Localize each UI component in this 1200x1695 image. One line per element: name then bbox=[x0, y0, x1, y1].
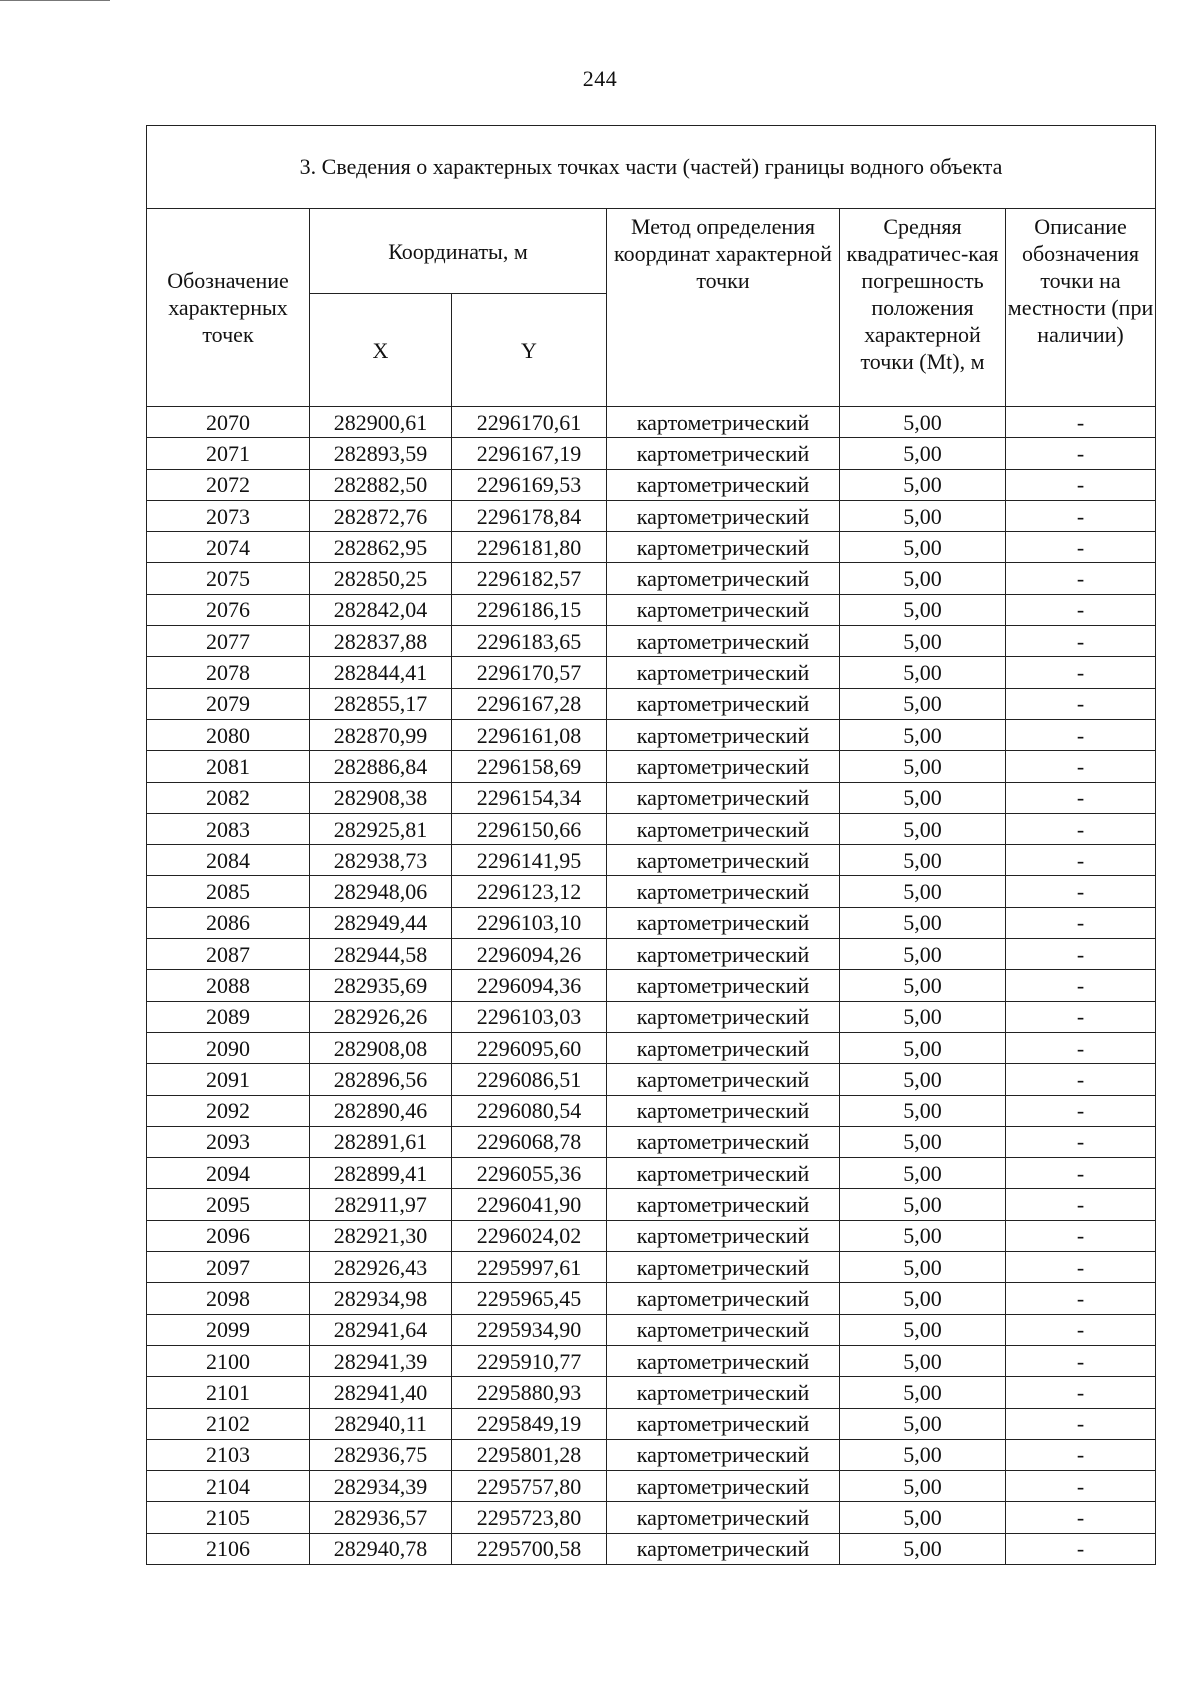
coord-x-cell: 282948,06 bbox=[310, 876, 452, 907]
method-cell: картометрический bbox=[607, 876, 840, 907]
description-cell: - bbox=[1006, 1314, 1156, 1345]
point-id-cell: 2104 bbox=[147, 1471, 310, 1502]
coord-y-cell: 2296186,15 bbox=[452, 594, 607, 625]
description-cell: - bbox=[1006, 813, 1156, 844]
error-cell: 5,00 bbox=[840, 1032, 1006, 1063]
description-cell: - bbox=[1006, 1439, 1156, 1470]
coord-x-cell: 282872,76 bbox=[310, 500, 452, 531]
header-method: Метод определения координат характерной точки bbox=[607, 209, 840, 407]
coord-x-cell: 282855,17 bbox=[310, 688, 452, 719]
coord-x-cell: 282940,78 bbox=[310, 1533, 452, 1564]
point-id-cell: 2080 bbox=[147, 719, 310, 750]
error-cell: 5,00 bbox=[840, 1189, 1006, 1220]
error-cell: 5,00 bbox=[840, 563, 1006, 594]
method-cell: картометрический bbox=[607, 1126, 840, 1157]
coord-x-cell: 282886,84 bbox=[310, 751, 452, 782]
coord-x-cell: 282941,64 bbox=[310, 1314, 452, 1345]
method-cell: картометрический bbox=[607, 1439, 840, 1470]
point-id-cell: 2094 bbox=[147, 1158, 310, 1189]
error-cell: 5,00 bbox=[840, 1158, 1006, 1189]
coord-y-cell: 2295965,45 bbox=[452, 1283, 607, 1314]
error-cell: 5,00 bbox=[840, 751, 1006, 782]
description-cell: - bbox=[1006, 876, 1156, 907]
error-cell: 5,00 bbox=[840, 907, 1006, 938]
point-id-cell: 2087 bbox=[147, 939, 310, 970]
coord-y-cell: 2295700,58 bbox=[452, 1533, 607, 1564]
point-id-cell: 2100 bbox=[147, 1345, 310, 1376]
error-cell: 5,00 bbox=[840, 1471, 1006, 1502]
description-cell: - bbox=[1006, 1252, 1156, 1283]
table-row bbox=[147, 907, 1156, 938]
table-row bbox=[147, 407, 1156, 438]
method-cell: картометрический bbox=[607, 626, 840, 657]
method-cell: картометрический bbox=[607, 500, 840, 531]
coord-x-cell: 282944,58 bbox=[310, 939, 452, 970]
point-id-cell: 2078 bbox=[147, 657, 310, 688]
description-cell: - bbox=[1006, 626, 1156, 657]
coord-y-cell: 2296182,57 bbox=[452, 563, 607, 594]
method-cell: картометрический bbox=[607, 657, 840, 688]
table-row bbox=[147, 1064, 1156, 1095]
description-cell: - bbox=[1006, 970, 1156, 1001]
method-cell: картометрический bbox=[607, 970, 840, 1001]
description-cell: - bbox=[1006, 688, 1156, 719]
coord-y-cell: 2296154,34 bbox=[452, 782, 607, 813]
error-cell: 5,00 bbox=[840, 1252, 1006, 1283]
method-cell: картометрический bbox=[607, 813, 840, 844]
point-id-cell: 2077 bbox=[147, 626, 310, 657]
description-cell: - bbox=[1006, 1220, 1156, 1251]
error-cell: 5,00 bbox=[840, 1314, 1006, 1345]
coord-x-cell: 282926,26 bbox=[310, 1001, 452, 1032]
description-cell: - bbox=[1006, 500, 1156, 531]
coord-y-cell: 2296170,61 bbox=[452, 407, 607, 438]
table-row bbox=[147, 1189, 1156, 1220]
table-row bbox=[147, 532, 1156, 563]
error-cell: 5,00 bbox=[840, 1126, 1006, 1157]
point-id-cell: 2102 bbox=[147, 1408, 310, 1439]
coord-x-cell: 282949,44 bbox=[310, 907, 452, 938]
method-cell: картометрический bbox=[607, 1283, 840, 1314]
coord-x-cell: 282882,50 bbox=[310, 469, 452, 500]
description-cell: - bbox=[1006, 1345, 1156, 1376]
table-row bbox=[147, 469, 1156, 500]
table-row bbox=[147, 1345, 1156, 1376]
point-id-cell: 2086 bbox=[147, 907, 310, 938]
description-cell: - bbox=[1006, 1095, 1156, 1126]
table-row bbox=[147, 626, 1156, 657]
point-id-cell: 2099 bbox=[147, 1314, 310, 1345]
point-id-cell: 2076 bbox=[147, 594, 310, 625]
method-cell: картометрический bbox=[607, 782, 840, 813]
table-row bbox=[147, 1471, 1156, 1502]
table-row bbox=[147, 1502, 1156, 1533]
table-row bbox=[147, 939, 1156, 970]
point-id-cell: 2083 bbox=[147, 813, 310, 844]
method-cell: картометрический bbox=[607, 1220, 840, 1251]
point-id-cell: 2072 bbox=[147, 469, 310, 500]
coord-y-cell: 2296024,02 bbox=[452, 1220, 607, 1251]
method-cell: картометрический bbox=[607, 751, 840, 782]
coord-x-cell: 282850,25 bbox=[310, 563, 452, 594]
table-row bbox=[147, 688, 1156, 719]
method-cell: картометрический bbox=[607, 1001, 840, 1032]
table-row bbox=[147, 782, 1156, 813]
error-cell: 5,00 bbox=[840, 1095, 1006, 1126]
table-row bbox=[147, 1095, 1156, 1126]
point-id-cell: 2070 bbox=[147, 407, 310, 438]
description-cell: - bbox=[1006, 907, 1156, 938]
error-cell: 5,00 bbox=[840, 1533, 1006, 1564]
table-row bbox=[147, 876, 1156, 907]
description-cell: - bbox=[1006, 1032, 1156, 1063]
method-cell: картометрический bbox=[607, 1408, 840, 1439]
error-cell: 5,00 bbox=[840, 688, 1006, 719]
description-cell: - bbox=[1006, 594, 1156, 625]
description-cell: - bbox=[1006, 1001, 1156, 1032]
coord-y-cell: 2295934,90 bbox=[452, 1314, 607, 1345]
method-cell: картометрический bbox=[607, 1533, 840, 1564]
method-cell: картометрический bbox=[607, 1032, 840, 1063]
method-cell: картометрический bbox=[607, 1252, 840, 1283]
point-id-cell: 2105 bbox=[147, 1502, 310, 1533]
point-id-cell: 2081 bbox=[147, 751, 310, 782]
error-cell: 5,00 bbox=[840, 407, 1006, 438]
coord-y-cell: 2296170,57 bbox=[452, 657, 607, 688]
point-id-cell: 2088 bbox=[147, 970, 310, 1001]
coord-x-cell: 282899,41 bbox=[310, 1158, 452, 1189]
point-id-cell: 2096 bbox=[147, 1220, 310, 1251]
description-cell: - bbox=[1006, 469, 1156, 500]
description-cell: - bbox=[1006, 1283, 1156, 1314]
coord-y-cell: 2295849,19 bbox=[452, 1408, 607, 1439]
table-row bbox=[147, 751, 1156, 782]
coord-x-cell: 282896,56 bbox=[310, 1064, 452, 1095]
header-x: X bbox=[310, 294, 452, 407]
coord-y-cell: 2296055,36 bbox=[452, 1158, 607, 1189]
header-error: Средняя квадратичес-кая погрешность положения характерной точки (Mt), м bbox=[840, 209, 1006, 407]
coord-x-cell: 282934,98 bbox=[310, 1283, 452, 1314]
coord-x-cell: 282941,40 bbox=[310, 1377, 452, 1408]
point-id-cell: 2092 bbox=[147, 1095, 310, 1126]
boundary-points-table bbox=[146, 125, 1156, 1565]
error-cell: 5,00 bbox=[840, 1220, 1006, 1251]
error-cell: 5,00 bbox=[840, 845, 1006, 876]
method-cell: картометрический bbox=[607, 469, 840, 500]
table-row bbox=[147, 1001, 1156, 1032]
description-cell: - bbox=[1006, 1533, 1156, 1564]
table-row bbox=[147, 1533, 1156, 1564]
table-body bbox=[147, 407, 1156, 1565]
coord-y-cell: 2295801,28 bbox=[452, 1439, 607, 1470]
coord-x-cell: 282900,61 bbox=[310, 407, 452, 438]
description-cell: - bbox=[1006, 563, 1156, 594]
method-cell: картометрический bbox=[607, 563, 840, 594]
coord-x-cell: 282934,39 bbox=[310, 1471, 452, 1502]
table-row bbox=[147, 813, 1156, 844]
table-row bbox=[147, 1377, 1156, 1408]
error-cell: 5,00 bbox=[840, 500, 1006, 531]
method-cell: картометрический bbox=[607, 1471, 840, 1502]
method-cell: картометрический bbox=[607, 719, 840, 750]
coord-y-cell: 2296167,19 bbox=[452, 438, 607, 469]
error-cell: 5,00 bbox=[840, 469, 1006, 500]
coord-y-cell: 2295910,77 bbox=[452, 1345, 607, 1376]
coord-y-cell: 2296169,53 bbox=[452, 469, 607, 500]
coord-x-cell: 282926,43 bbox=[310, 1252, 452, 1283]
method-cell: картометрический bbox=[607, 594, 840, 625]
point-id-cell: 2075 bbox=[147, 563, 310, 594]
coord-y-cell: 2295880,93 bbox=[452, 1377, 607, 1408]
coord-x-cell: 282935,69 bbox=[310, 970, 452, 1001]
section-title: 3. Сведения о характерных точках части (частей) границы водного объекта bbox=[147, 126, 1156, 209]
table-row bbox=[147, 657, 1156, 688]
coord-y-cell: 2296080,54 bbox=[452, 1095, 607, 1126]
coord-y-cell: 2296094,36 bbox=[452, 970, 607, 1001]
coord-y-cell: 2296183,65 bbox=[452, 626, 607, 657]
coord-x-cell: 282936,75 bbox=[310, 1439, 452, 1470]
table-row bbox=[147, 594, 1156, 625]
description-cell: - bbox=[1006, 719, 1156, 750]
coord-y-cell: 2296150,66 bbox=[452, 813, 607, 844]
method-cell: картометрический bbox=[607, 1064, 840, 1095]
error-cell: 5,00 bbox=[840, 1408, 1006, 1439]
error-cell: 5,00 bbox=[840, 1064, 1006, 1095]
coord-y-cell: 2296178,84 bbox=[452, 500, 607, 531]
coord-x-cell: 282908,08 bbox=[310, 1032, 452, 1063]
description-cell: - bbox=[1006, 939, 1156, 970]
description-cell: - bbox=[1006, 407, 1156, 438]
table-row bbox=[147, 1439, 1156, 1470]
table-row bbox=[147, 845, 1156, 876]
coord-y-cell: 2296103,10 bbox=[452, 907, 607, 938]
coord-x-cell: 282893,59 bbox=[310, 438, 452, 469]
table-row bbox=[147, 1252, 1156, 1283]
point-id-cell: 2103 bbox=[147, 1439, 310, 1470]
method-cell: картометрический bbox=[607, 688, 840, 719]
description-cell: - bbox=[1006, 1126, 1156, 1157]
description-cell: - bbox=[1006, 1189, 1156, 1220]
method-cell: картометрический bbox=[607, 1095, 840, 1126]
table-row bbox=[147, 1220, 1156, 1251]
coord-y-cell: 2296141,95 bbox=[452, 845, 607, 876]
description-cell: - bbox=[1006, 845, 1156, 876]
coord-x-cell: 282844,41 bbox=[310, 657, 452, 688]
coord-x-cell: 282911,97 bbox=[310, 1189, 452, 1220]
method-cell: картометрический bbox=[607, 438, 840, 469]
error-cell: 5,00 bbox=[840, 1502, 1006, 1533]
method-cell: картометрический bbox=[607, 532, 840, 563]
coord-y-cell: 2295757,80 bbox=[452, 1471, 607, 1502]
coord-y-cell: 2296123,12 bbox=[452, 876, 607, 907]
error-cell: 5,00 bbox=[840, 1283, 1006, 1314]
coord-y-cell: 2296094,26 bbox=[452, 939, 607, 970]
description-cell: - bbox=[1006, 1158, 1156, 1189]
table-row bbox=[147, 438, 1156, 469]
coord-y-cell: 2296068,78 bbox=[452, 1126, 607, 1157]
header-description: Описание обозначения точки на местности (при наличии) bbox=[1006, 209, 1156, 407]
coord-y-cell: 2296041,90 bbox=[452, 1189, 607, 1220]
point-id-cell: 2089 bbox=[147, 1001, 310, 1032]
coord-x-cell: 282940,11 bbox=[310, 1408, 452, 1439]
header-coordinates: Координаты, м bbox=[310, 209, 607, 294]
error-cell: 5,00 bbox=[840, 876, 1006, 907]
description-cell: - bbox=[1006, 438, 1156, 469]
coord-x-cell: 282941,39 bbox=[310, 1345, 452, 1376]
error-cell: 5,00 bbox=[840, 939, 1006, 970]
coord-x-cell: 282870,99 bbox=[310, 719, 452, 750]
coord-x-cell: 282925,81 bbox=[310, 813, 452, 844]
coord-y-cell: 2295997,61 bbox=[452, 1252, 607, 1283]
method-cell: картометрический bbox=[607, 1377, 840, 1408]
error-cell: 5,00 bbox=[840, 626, 1006, 657]
coord-x-cell: 282890,46 bbox=[310, 1095, 452, 1126]
table-row bbox=[147, 1283, 1156, 1314]
method-cell: картометрический bbox=[607, 845, 840, 876]
method-cell: картометрический bbox=[607, 907, 840, 938]
table-row bbox=[147, 1158, 1156, 1189]
method-cell: картометрический bbox=[607, 1502, 840, 1533]
table-row bbox=[147, 1408, 1156, 1439]
method-cell: картометрический bbox=[607, 1345, 840, 1376]
coord-x-cell: 282921,30 bbox=[310, 1220, 452, 1251]
description-cell: - bbox=[1006, 657, 1156, 688]
point-id-cell: 2082 bbox=[147, 782, 310, 813]
point-id-cell: 2084 bbox=[147, 845, 310, 876]
error-cell: 5,00 bbox=[840, 1439, 1006, 1470]
point-id-cell: 2074 bbox=[147, 532, 310, 563]
error-cell: 5,00 bbox=[840, 782, 1006, 813]
coord-y-cell: 2296167,28 bbox=[452, 688, 607, 719]
table-row bbox=[147, 563, 1156, 594]
crop-mark bbox=[0, 0, 110, 3]
error-cell: 5,00 bbox=[840, 970, 1006, 1001]
point-id-cell: 2101 bbox=[147, 1377, 310, 1408]
point-id-cell: 2079 bbox=[147, 688, 310, 719]
point-id-cell: 2073 bbox=[147, 500, 310, 531]
table-row bbox=[147, 1032, 1156, 1063]
description-cell: - bbox=[1006, 1064, 1156, 1095]
error-cell: 5,00 bbox=[840, 594, 1006, 625]
coord-x-cell: 282936,57 bbox=[310, 1502, 452, 1533]
error-cell: 5,00 bbox=[840, 813, 1006, 844]
coord-x-cell: 282938,73 bbox=[310, 845, 452, 876]
table-row bbox=[147, 970, 1156, 1001]
coord-x-cell: 282891,61 bbox=[310, 1126, 452, 1157]
point-id-cell: 2098 bbox=[147, 1283, 310, 1314]
description-cell: - bbox=[1006, 782, 1156, 813]
point-id-cell: 2106 bbox=[147, 1533, 310, 1564]
point-id-cell: 2097 bbox=[147, 1252, 310, 1283]
error-cell: 5,00 bbox=[840, 438, 1006, 469]
point-id-cell: 2085 bbox=[147, 876, 310, 907]
point-id-cell: 2091 bbox=[147, 1064, 310, 1095]
coord-y-cell: 2296158,69 bbox=[452, 751, 607, 782]
header-designation: Обозначение характерных точек bbox=[147, 209, 310, 407]
method-cell: картометрический bbox=[607, 939, 840, 970]
description-cell: - bbox=[1006, 1471, 1156, 1502]
coord-y-cell: 2296086,51 bbox=[452, 1064, 607, 1095]
table-row bbox=[147, 1314, 1156, 1345]
coord-y-cell: 2296181,80 bbox=[452, 532, 607, 563]
error-cell: 5,00 bbox=[840, 1001, 1006, 1032]
coord-y-cell: 2296161,08 bbox=[452, 719, 607, 750]
table-row bbox=[147, 1126, 1156, 1157]
coord-x-cell: 282862,95 bbox=[310, 532, 452, 563]
error-cell: 5,00 bbox=[840, 532, 1006, 563]
description-cell: - bbox=[1006, 1502, 1156, 1533]
page-number: 244 bbox=[582, 66, 618, 91]
point-id-cell: 2095 bbox=[147, 1189, 310, 1220]
method-cell: картометрический bbox=[607, 407, 840, 438]
description-cell: - bbox=[1006, 532, 1156, 563]
method-cell: картометрический bbox=[607, 1314, 840, 1345]
coord-y-cell: 2296103,03 bbox=[452, 1001, 607, 1032]
point-id-cell: 2071 bbox=[147, 438, 310, 469]
error-cell: 5,00 bbox=[840, 657, 1006, 688]
error-cell: 5,00 bbox=[840, 1345, 1006, 1376]
description-cell: - bbox=[1006, 1377, 1156, 1408]
point-id-cell: 2093 bbox=[147, 1126, 310, 1157]
table-row bbox=[147, 719, 1156, 750]
coord-x-cell: 282908,38 bbox=[310, 782, 452, 813]
coord-x-cell: 282837,88 bbox=[310, 626, 452, 657]
point-id-cell: 2090 bbox=[147, 1032, 310, 1063]
coord-x-cell: 282842,04 bbox=[310, 594, 452, 625]
table-row bbox=[147, 500, 1156, 531]
description-cell: - bbox=[1006, 1408, 1156, 1439]
method-cell: картометрический bbox=[607, 1158, 840, 1189]
method-cell: картометрический bbox=[607, 1189, 840, 1220]
description-cell: - bbox=[1006, 751, 1156, 782]
error-cell: 5,00 bbox=[840, 719, 1006, 750]
coord-y-cell: 2296095,60 bbox=[452, 1032, 607, 1063]
error-cell: 5,00 bbox=[840, 1377, 1006, 1408]
coord-y-cell: 2295723,80 bbox=[452, 1502, 607, 1533]
header-y: Y bbox=[452, 294, 607, 407]
